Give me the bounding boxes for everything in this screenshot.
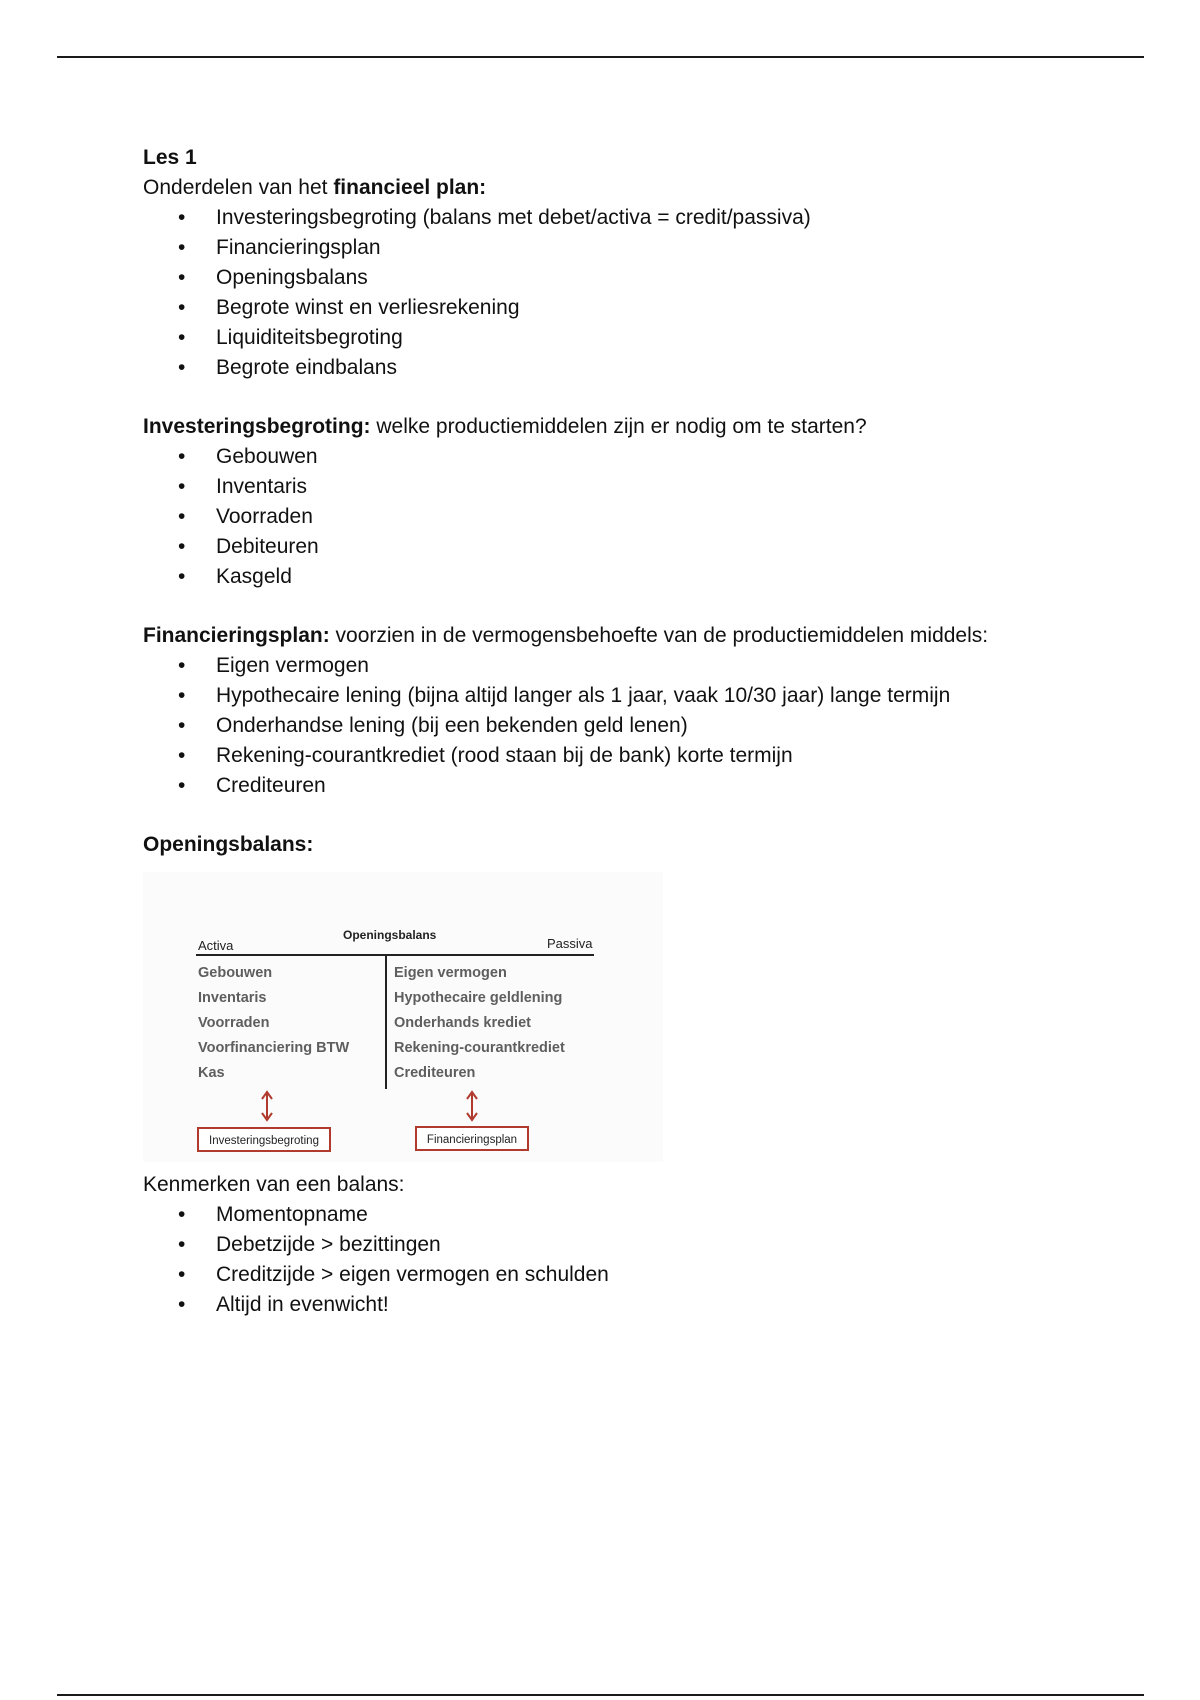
list-item: • Creditzijde > eigen vermogen en schulden bbox=[143, 1260, 1143, 1290]
figure-left-item: Kas bbox=[198, 1065, 225, 1081]
intro-line: Onderdelen van het financieel plan: bbox=[143, 176, 487, 199]
kenmerken-heading: Kenmerken van een balans: bbox=[143, 1173, 405, 1196]
page-bottom-rule bbox=[57, 1694, 1144, 1696]
list-item: • Liquiditeitsbegroting bbox=[143, 323, 1143, 353]
list-item: • Kasgeld bbox=[143, 562, 1143, 592]
page-top-rule bbox=[57, 56, 1144, 58]
financieringsplan-box-label: Financieringsplan bbox=[426, 1134, 518, 1146]
figure-left-item: Inventaris bbox=[198, 990, 267, 1006]
list-item: • Debiteuren bbox=[143, 532, 1143, 562]
list-item: • Investeringsbegroting (balans met debet/activa = credit/passiva) bbox=[143, 203, 1143, 233]
investeringsbegroting-box-label: Investeringsbegroting bbox=[209, 1135, 319, 1147]
double-arrow-icon bbox=[262, 1092, 272, 1120]
list-item: • Financieringsplan bbox=[143, 233, 1143, 263]
figure-left-label: Activa bbox=[198, 938, 234, 953]
openingsbalans-diagram bbox=[143, 872, 663, 1162]
investering-list bbox=[143, 442, 1143, 592]
list-item: • Inventaris bbox=[143, 472, 1143, 502]
list-item: • Crediteuren bbox=[143, 771, 1143, 801]
kenmerken-list bbox=[143, 1200, 1143, 1320]
figure-right-item: Eigen vermogen bbox=[394, 965, 507, 981]
figure-right-item: Hypothecaire geldlening bbox=[394, 990, 563, 1006]
figure-right-item: Crediteuren bbox=[394, 1065, 476, 1081]
list-item: • Altijd in evenwicht! bbox=[143, 1290, 1143, 1320]
list-item: • Momentopname bbox=[143, 1200, 1143, 1230]
list-item: • Debetzijde > bezittingen bbox=[143, 1230, 1143, 1260]
lesson-title: Les 1 bbox=[143, 146, 197, 169]
list-item: • Hypothecaire lening (bijna altijd langer als 1 jaar, vaak 10/30 jaar) lange termijn bbox=[143, 681, 1143, 711]
financiering-heading: Financieringsplan: voorzien in de vermogensbehoefte van de productiemiddelen middels: bbox=[143, 624, 989, 647]
list-item: • Eigen vermogen bbox=[143, 651, 1143, 681]
list-item: • Voorraden bbox=[143, 502, 1143, 532]
plan-list bbox=[143, 203, 1143, 383]
figure-left-item: Gebouwen bbox=[198, 965, 273, 981]
figure-right-item: Rekening-courantkrediet bbox=[394, 1040, 565, 1056]
openingsbalans-heading: Openingsbalans: bbox=[143, 833, 314, 856]
list-item: • Openingsbalans bbox=[143, 263, 1143, 293]
list-item: • Begrote eindbalans bbox=[143, 353, 1143, 383]
figure-left-item: Voorraden bbox=[198, 1015, 270, 1031]
list-item: • Begrote winst en verliesrekening bbox=[143, 293, 1143, 323]
double-arrow-icon bbox=[467, 1092, 477, 1120]
investering-heading: Investeringsbegroting: welke productiemiddelen zijn er nodig om te starten? bbox=[143, 415, 867, 438]
list-item: • Rekening-courantkrediet (rood staan bij de bank) korte termijn bbox=[143, 741, 1143, 771]
openingsbalans-figure bbox=[143, 872, 663, 1162]
financiering-list bbox=[143, 651, 1143, 801]
figure-right-item: Onderhands krediet bbox=[394, 1015, 531, 1031]
list-item: • Onderhandse lening (bij een bekenden geld lenen) bbox=[143, 711, 1143, 741]
list-item: • Gebouwen bbox=[143, 442, 1143, 472]
figure-title: Openingsbalans bbox=[343, 928, 437, 942]
figure-right-label: Passiva bbox=[547, 936, 593, 951]
document-body bbox=[143, 143, 1143, 1320]
figure-left-item: Voorfinanciering BTW bbox=[198, 1040, 350, 1056]
